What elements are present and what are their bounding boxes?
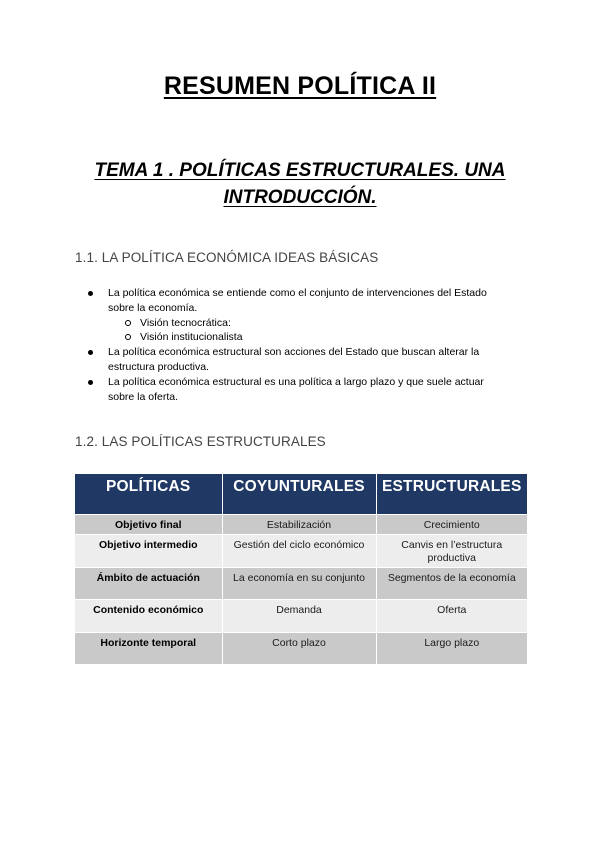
hollow-bullet-icon [125,334,131,340]
table-row [75,599,527,632]
table-cell-estructural: Oferta [376,599,527,632]
list-item [75,286,535,345]
table-row-label: Objetivo final [75,514,222,534]
table-cell-estructural: Segmentos de la economía [376,567,527,599]
list-item-text-line1: La política económica se entiende como el conjunto de intervenciones del Estado [108,287,487,299]
sub-bullet-list [108,316,535,346]
table-cell-coyuntural: La economía en su conjunto [222,567,376,599]
list-item [75,375,535,405]
topic-title-line1: TEMA 1 . POLÍTICAS ESTRUCTURALES. UNA [94,160,506,181]
table-header-coyunturales: COYUNTURALES [222,474,376,514]
list-item-text-line1: La política económica estructural es una política a largo plazo y que suele actuar [108,375,484,388]
table-row-label: Contenido económico [75,599,222,632]
section-heading-1-2: 1.2. LAS POLÍTICAS ESTRUCTURALES [75,434,326,449]
table-cell-estructural: Largo plazo [376,632,527,664]
sub-list-item [108,316,535,331]
list-item [75,345,535,375]
list-item-text-line2: sobre la oferta. [108,390,179,403]
table-cell-estructural-line1: Canvis en l’estructura [401,538,503,551]
topic-title-line2: INTRODUCCIÓN. [223,187,377,208]
table-header-estructurales: ESTRUCTURALES [376,474,527,514]
table-cell-coyuntural: Estabilización [222,514,376,534]
table-row-label: Objetivo intermedio [75,534,222,567]
table-row-label: Ámbito de actuación [75,567,222,599]
bullet-dot-icon [88,380,93,385]
policies-table [75,474,527,664]
list-item-text-line1: La política económica estructural son acciones del Estado que buscan alterar la [108,346,480,359]
table-header-politicas: POLÍTICAS [75,474,222,514]
bullet-dot-icon [88,350,93,355]
bullet-list [75,286,535,404]
list-item-text-line2: estructura productiva. [108,360,209,373]
table-cell-coyuntural: Demanda [222,599,376,632]
table-cell-estructural [376,534,527,567]
table-header-row [75,474,527,514]
table-cell-coyuntural: Corto plazo [222,632,376,664]
list-item-text-line2: sobre la economía. [108,301,198,314]
table-cell-estructural: Crecimiento [376,514,527,534]
section-heading-1-1: 1.1. LA POLÍTICA ECONÓMICA IDEAS BÁSICAS [75,250,379,265]
bullet-dot-icon [88,291,93,296]
document-title: RESUMEN POLÍTICA II [163,72,437,100]
table-row [75,534,527,567]
sub-list-item-text: Visión institucionalista [140,331,243,344]
table-row [75,632,527,664]
table-row [75,567,527,599]
table-cell-estructural-line2: productiva [427,552,476,564]
sub-list-item [108,330,535,345]
table-cell-coyuntural: Gestión del ciclo económico [222,534,376,567]
table-row [75,514,527,534]
hollow-bullet-icon [125,320,131,326]
topic-title [60,157,540,211]
table-row-label: Horizonte temporal [75,632,222,664]
sub-list-item-text: Visión tecnocrática: [140,316,231,329]
